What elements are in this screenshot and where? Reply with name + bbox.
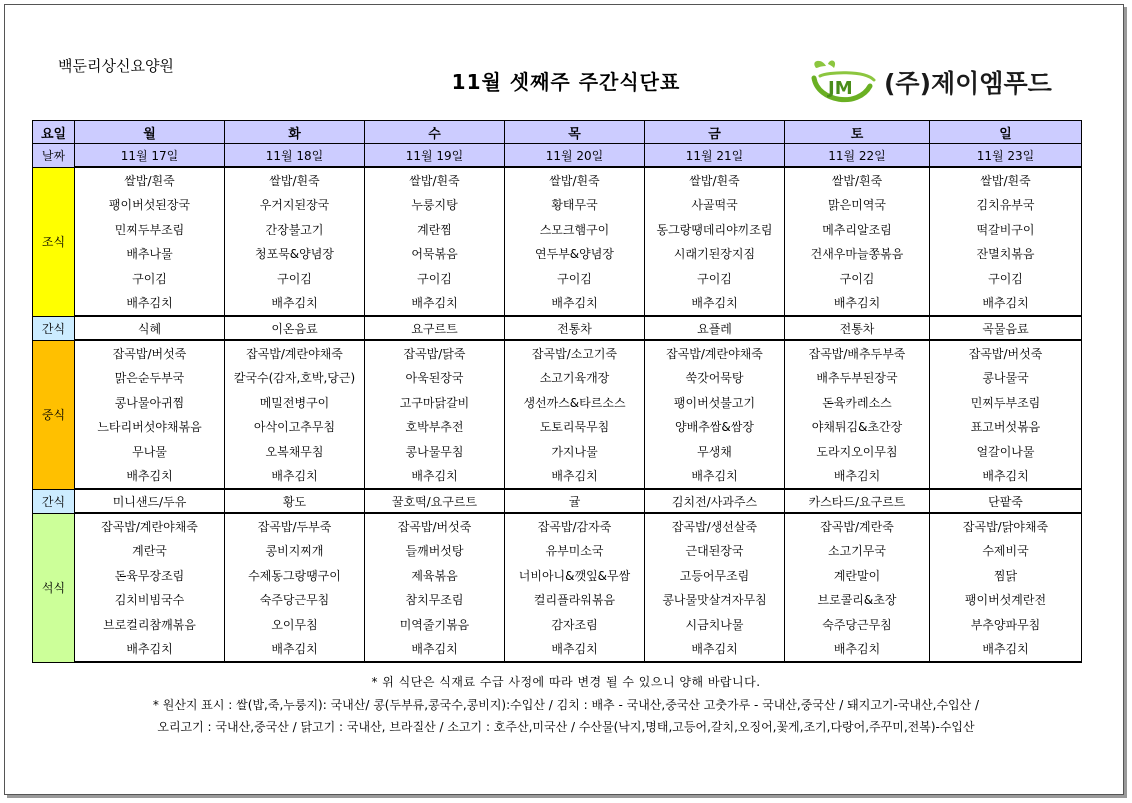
menu-cell: 브로컬리참깨볶음	[75, 612, 225, 637]
company-name: (주)제이엠푸드	[884, 69, 1052, 98]
menu-cell: 카스타드/요구르트	[785, 489, 930, 513]
menu-cell: 간장불고기	[225, 217, 365, 242]
menu-cell: 가지나물	[505, 439, 645, 464]
facility-name: 백둔리상신요양원	[58, 57, 174, 75]
meal-row	[33, 167, 1082, 193]
menu-cell: 참치무조림	[365, 588, 505, 613]
meal-row	[33, 539, 1082, 564]
menu-cell: 이온음료	[225, 316, 365, 340]
menu-cell: 황태무국	[505, 193, 645, 218]
menu-cell: 배추김치	[785, 637, 930, 663]
svg-text:JM: JM	[828, 78, 853, 99]
menu-cell: 오복채무침	[225, 439, 365, 464]
day-header-cell: 월	[75, 121, 225, 144]
meal-row	[33, 316, 1082, 340]
menu-cell: 돈육카레소스	[785, 390, 930, 415]
menu-cell: 잡곡밥/버섯죽	[930, 340, 1082, 366]
menu-cell: 구이김	[930, 266, 1082, 291]
date-cell: 11월 22일	[785, 144, 930, 168]
leaf-logo-icon	[808, 56, 880, 108]
menu-cell: 맑은순두부국	[75, 366, 225, 391]
menu-cell: 메밀전병구이	[225, 390, 365, 415]
date-cell: 11월 18일	[225, 144, 365, 168]
date-row	[33, 144, 1082, 168]
menu-cell: 표고버섯볶음	[930, 415, 1082, 440]
meal-label-snack: 간식	[33, 489, 75, 513]
menu-cell: 배추김치	[225, 464, 365, 490]
menu-cell: 감자조림	[505, 612, 645, 637]
menu-cell: 배추김치	[225, 637, 365, 663]
menu-cell: 야채튀김&초간장	[785, 415, 930, 440]
date-header-label: 날짜	[33, 144, 75, 168]
menu-cell: 요플레	[645, 316, 785, 340]
menu-cell: 느타리버섯야채볶음	[75, 415, 225, 440]
menu-cell: 콩비지찌개	[225, 539, 365, 564]
menu-cell: 쌀밥/흰죽	[785, 167, 930, 193]
menu-cell: 쌀밥/흰죽	[365, 167, 505, 193]
menu-cell: 쌀밥/흰죽	[75, 167, 225, 193]
menu-cell: 배추김치	[75, 637, 225, 663]
menu-cell: 배추김치	[785, 464, 930, 490]
menu-cell: 귤	[505, 489, 645, 513]
menu-cell: 배추김치	[785, 291, 930, 317]
change-notice: * 위 식단은 식재료 수급 사정에 따라 변경 될 수 있으니 양해 바랍니다.	[371, 675, 761, 689]
date-cell: 11월 23일	[930, 144, 1082, 168]
menu-cell: 스모크햄구이	[505, 217, 645, 242]
menu-cell: 아삭이고추무침	[225, 415, 365, 440]
menu-cell: 김치전/사과주스	[645, 489, 785, 513]
menu-cell: 배추김치	[365, 291, 505, 317]
menu-cell: 잡곡밥/소고기죽	[505, 340, 645, 366]
menu-cell: 청포묵&양념장	[225, 242, 365, 267]
menu-cell: 시금치나물	[645, 612, 785, 637]
menu-cell: 배추김치	[505, 291, 645, 317]
menu-cell: 구이김	[645, 266, 785, 291]
date-cell: 11월 17일	[75, 144, 225, 168]
menu-cell: 시래기된장지짐	[645, 242, 785, 267]
date-cell: 11월 19일	[365, 144, 505, 168]
page-title: 11월 셋째주 주간식단표	[451, 70, 681, 94]
menu-cell: 도토리묵무침	[505, 415, 645, 440]
meal-label-dinner: 석식	[33, 513, 75, 662]
weekly-menu-table	[32, 120, 1082, 663]
menu-cell: 누룽지탕	[365, 193, 505, 218]
menu-cell: 잡곡밥/버섯죽	[365, 513, 505, 539]
menu-cell: 잡곡밥/계란야채죽	[225, 340, 365, 366]
menu-cell: 콩나물무침	[365, 439, 505, 464]
menu-cell: 민찌두부조림	[75, 217, 225, 242]
meal-row	[33, 464, 1082, 490]
menu-cell: 도라지오이무침	[785, 439, 930, 464]
menu-cell: 동그랑땡데리야끼조림	[645, 217, 785, 242]
menu-cell: 배추김치	[645, 291, 785, 317]
meal-row	[33, 415, 1082, 440]
menu-cell: 고등어무조림	[645, 563, 785, 588]
meal-row	[33, 563, 1082, 588]
menu-cell: 돈육무장조림	[75, 563, 225, 588]
day-header-cell: 일	[930, 121, 1082, 144]
menu-cell: 민찌두부조림	[930, 390, 1082, 415]
menu-cell: 배추김치	[645, 637, 785, 663]
menu-cell: 건새우마늘쫑볶음	[785, 242, 930, 267]
meal-row	[33, 439, 1082, 464]
menu-cell: 단팥죽	[930, 489, 1082, 513]
menu-cell: 배추김치	[930, 464, 1082, 490]
menu-cell: 들깨버섯탕	[365, 539, 505, 564]
menu-cell: 쌀밥/흰죽	[225, 167, 365, 193]
day-header-label: 요일	[33, 121, 75, 144]
menu-cell: 제육볶음	[365, 563, 505, 588]
meal-row	[33, 291, 1082, 317]
meal-label-lunch: 중식	[33, 340, 75, 489]
menu-cell: 메추리알조림	[785, 217, 930, 242]
meal-label-snack: 간식	[33, 316, 75, 340]
meal-row	[33, 390, 1082, 415]
day-header-cell: 수	[365, 121, 505, 144]
menu-cell: 브로콜리&초장	[785, 588, 930, 613]
date-cell: 11월 21일	[645, 144, 785, 168]
menu-cell: 부추양파무침	[930, 612, 1082, 637]
menu-cell: 오이무침	[225, 612, 365, 637]
menu-cell: 잡곡밥/생선살죽	[645, 513, 785, 539]
menu-cell: 잡곡밥/계란죽	[785, 513, 930, 539]
menu-cell: 김치유부국	[930, 193, 1082, 218]
company-logo	[808, 56, 1052, 108]
menu-cell: 배추김치	[930, 637, 1082, 663]
menu-cell: 배추나물	[75, 242, 225, 267]
menu-cell: 미니샌드/두유	[75, 489, 225, 513]
menu-cell: 고구마닭갈비	[365, 390, 505, 415]
menu-cell: 무나물	[75, 439, 225, 464]
menu-cell: 우거지된장국	[225, 193, 365, 218]
meal-row	[33, 588, 1082, 613]
menu-cell: 구이김	[365, 266, 505, 291]
day-header-cell: 금	[645, 121, 785, 144]
meal-row	[33, 513, 1082, 539]
menu-cell: 계란국	[75, 539, 225, 564]
date-cell: 11월 20일	[505, 144, 645, 168]
menu-cell: 잡곡밥/배추두부죽	[785, 340, 930, 366]
menu-cell: 콩나물국	[930, 366, 1082, 391]
menu-cell: 배추김치	[505, 637, 645, 663]
meal-row	[33, 217, 1082, 242]
menu-cell: 잡곡밥/닭야채죽	[930, 513, 1082, 539]
menu-cell: 잡곡밥/감자죽	[505, 513, 645, 539]
menu-cell: 쌀밥/흰죽	[930, 167, 1082, 193]
menu-cell: 배추김치	[75, 291, 225, 317]
menu-cell: 구이김	[505, 266, 645, 291]
menu-cell: 컬리플라워볶음	[505, 588, 645, 613]
menu-cell: 칼국수(감자,호박,당근)	[225, 366, 365, 391]
menu-cell: 얼갈이나물	[930, 439, 1082, 464]
meal-label-breakfast: 조식	[33, 167, 75, 316]
menu-cell: 꿀호떡/요구르트	[365, 489, 505, 513]
meal-row	[33, 366, 1082, 391]
menu-cell: 배추김치	[365, 637, 505, 663]
menu-cell: 너비아니&깻잎&무쌈	[505, 563, 645, 588]
menu-cell: 수제비국	[930, 539, 1082, 564]
menu-cell: 김치비빔국수	[75, 588, 225, 613]
menu-cell: 쌀밥/흰죽	[645, 167, 785, 193]
menu-cell: 무생채	[645, 439, 785, 464]
menu-cell: 생선까스&타르소스	[505, 390, 645, 415]
menu-cell: 계란말이	[785, 563, 930, 588]
meal-row	[33, 340, 1082, 366]
menu-cell: 미역줄기볶음	[365, 612, 505, 637]
day-header-row	[33, 121, 1082, 144]
menu-cell: 잡곡밥/두부죽	[225, 513, 365, 539]
menu-cell: 배추김치	[75, 464, 225, 490]
menu-cell: 구이김	[75, 266, 225, 291]
menu-cell: 잔멸치볶음	[930, 242, 1082, 267]
menu-cell: 잡곡밥/계란야채죽	[75, 513, 225, 539]
menu-cell: 콩나물아귀찜	[75, 390, 225, 415]
menu-cell: 구이김	[225, 266, 365, 291]
menu-cell: 찜닭	[930, 563, 1082, 588]
menu-cell: 콩나물맛살겨자무침	[645, 588, 785, 613]
meal-row	[33, 266, 1082, 291]
menu-cell: 수제동그랑땡구이	[225, 563, 365, 588]
day-header-cell: 토	[785, 121, 930, 144]
menu-cell: 유부미소국	[505, 539, 645, 564]
menu-cell: 숙주당근무침	[225, 588, 365, 613]
meal-row	[33, 637, 1082, 663]
menu-cell: 식혜	[75, 316, 225, 340]
menu-cell: 곡물음료	[930, 316, 1082, 340]
meal-row	[33, 242, 1082, 267]
menu-cell: 잡곡밥/닭죽	[365, 340, 505, 366]
menu-cell: 팽이버섯불고기	[645, 390, 785, 415]
day-header-cell: 목	[505, 121, 645, 144]
origin-notice-line-2: 오리고기 : 국내산,중국산 / 닭고기 : 국내산, 브라질산 / 소고기 : 호주산,미국산 / 수산물(낙지,명태,고등어,갈치,오징어,꽃게,조기,다랑어,주꾸미,전복)-수입산	[157, 720, 975, 734]
day-header-cell: 화	[225, 121, 365, 144]
meal-row	[33, 489, 1082, 513]
menu-cell: 배추김치	[645, 464, 785, 490]
menu-cell: 전통차	[505, 316, 645, 340]
menu-cell: 배추김치	[930, 291, 1082, 317]
meal-row	[33, 612, 1082, 637]
menu-cell: 계란찜	[365, 217, 505, 242]
menu-cell: 소고기육개장	[505, 366, 645, 391]
menu-cell: 팽이버섯된장국	[75, 193, 225, 218]
menu-cell: 황도	[225, 489, 365, 513]
menu-cell: 배추김치	[505, 464, 645, 490]
menu-cell: 배추두부된장국	[785, 366, 930, 391]
menu-cell: 사골떡국	[645, 193, 785, 218]
menu-cell: 잡곡밥/버섯죽	[75, 340, 225, 366]
menu-cell: 소고기무국	[785, 539, 930, 564]
menu-cell: 연두부&양념장	[505, 242, 645, 267]
menu-cell: 배추김치	[225, 291, 365, 317]
menu-cell: 떡갈비구이	[930, 217, 1082, 242]
menu-cell: 쑥갓어묵탕	[645, 366, 785, 391]
menu-cell: 쌀밥/흰죽	[505, 167, 645, 193]
menu-cell: 잡곡밥/계란야채죽	[645, 340, 785, 366]
origin-notice-line-1: * 원산지 표시 : 쌀(밥,죽,누룽지): 국내산/ 콩(두부류,콩국수,콩비지):수입산 / 김치 : 배추 - 국내산,중국산 고춧가루 - 국내산,중국산 / 돼지고기-국내산,수입산 /	[152, 698, 980, 712]
meal-row	[33, 193, 1082, 218]
menu-cell: 숙주당근무침	[785, 612, 930, 637]
menu-cell: 요구르트	[365, 316, 505, 340]
menu-cell: 어묵볶음	[365, 242, 505, 267]
menu-cell: 호박부추전	[365, 415, 505, 440]
menu-cell: 아욱된장국	[365, 366, 505, 391]
menu-cell: 팽이버섯계란전	[930, 588, 1082, 613]
menu-cell: 양배추쌈&쌈장	[645, 415, 785, 440]
menu-cell: 근대된장국	[645, 539, 785, 564]
menu-cell: 구이김	[785, 266, 930, 291]
menu-cell: 배추김치	[365, 464, 505, 490]
menu-cell: 맑은미역국	[785, 193, 930, 218]
menu-cell: 전통차	[785, 316, 930, 340]
